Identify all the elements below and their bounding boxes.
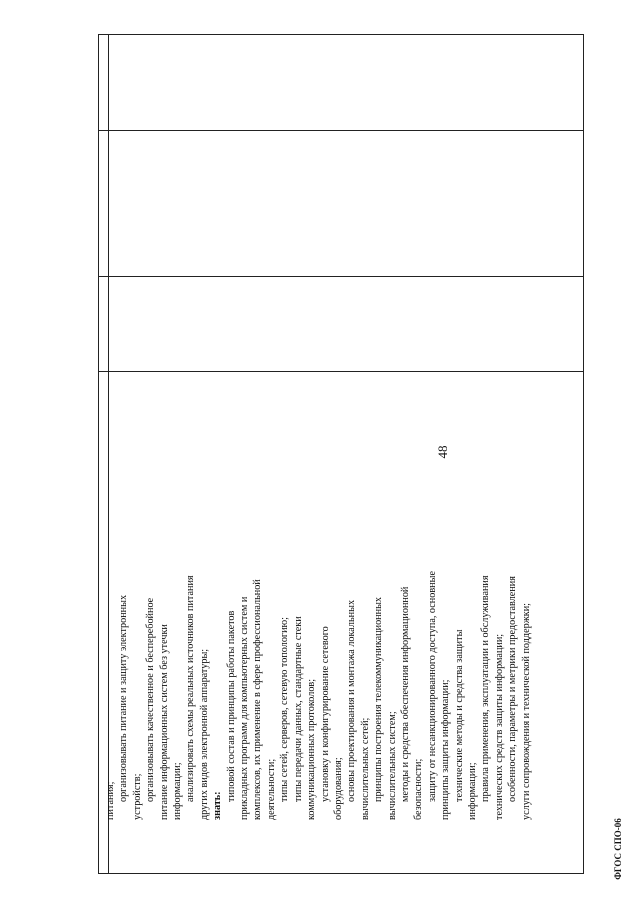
content-line: организовывать качественное и бесперебойное (145, 597, 157, 802)
content-line: устройств; (131, 773, 143, 820)
content-line: питание информационных систем без утечки (158, 624, 170, 820)
content-line: установку и конфигурирование сетевого (319, 626, 331, 802)
content-line: других видов электронной аппаратуры; (198, 648, 210, 820)
content-line: оборудования; (332, 757, 344, 820)
content-line: правила применения, эксплуатации и обслуживания (480, 575, 492, 802)
content-cell (104, 86, 578, 820)
content-line: безопасности; (413, 758, 425, 820)
content-line: информации; (466, 762, 478, 820)
content-line: основы проектирования и монтажа локальных (346, 599, 358, 802)
section-heading: знать: (212, 791, 224, 820)
content-line: коммуникационных протоколов; (306, 678, 318, 820)
content-line: принципы построения телекоммуникационных (373, 596, 385, 802)
content-line: деятельности; (265, 758, 277, 820)
content-line: защиту от несанкционированного доступа, основные (426, 571, 438, 802)
content-line: комплексов, их применение в сфере профессиональной (252, 579, 264, 820)
content-line: анализировать схемы реальных источников питания (185, 575, 197, 802)
content-line: вычислительных сетей; (359, 717, 371, 820)
content-line: особенности, параметры и метрики предоставления (507, 576, 519, 802)
content-line: технические методы и средства защиты (453, 629, 465, 802)
content-line: питания; (105, 781, 116, 820)
footer-code: ФГОС СПО-06 (613, 818, 623, 880)
content-line: технических средств защиты информации; (493, 633, 505, 820)
content-line: услуги сопровождения и технической поддержки; (520, 603, 532, 820)
content-line: прикладных программ для компьютерных систем и (239, 596, 251, 820)
content-line: типы сетей, серверов, сетевую топологию; (279, 617, 291, 802)
content-line: методы и средства обеспечения информационной (399, 586, 411, 802)
page-number: 48 (435, 445, 450, 459)
content-line: организовывать питание и защиту электронных (118, 594, 130, 802)
content-line: принципы защиты информации; (440, 679, 452, 820)
content-line: типы передачи данных, стандартные стеки (292, 616, 304, 802)
content-line: информации; (172, 762, 184, 820)
content-line: вычислительных систем; (386, 711, 398, 820)
content-line: типовой состав и принципы работы пакетов (225, 610, 237, 802)
